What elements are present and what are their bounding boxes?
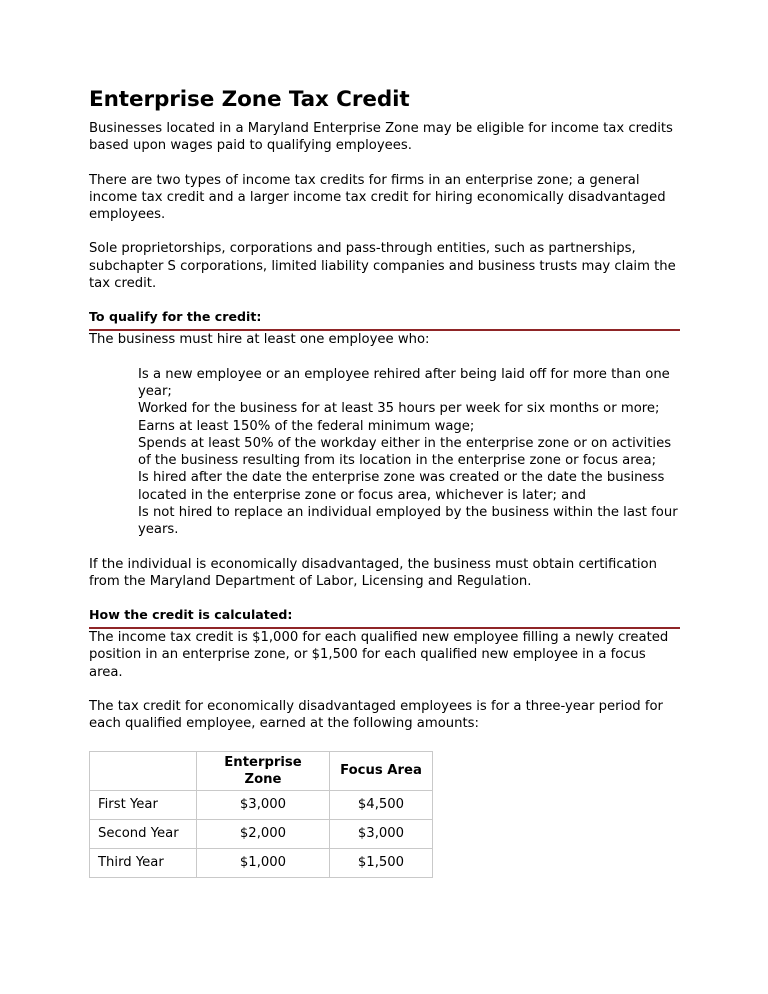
intro-paragraph-3: Sole proprietorships, corporations and pass-through entities, such as partnerships, subchapter S corporations, limited liability companies and business trusts may claim the tax credit. [89, 241, 676, 292]
qualify-lead-text: The business must hire at least one employee who: [89, 332, 430, 348]
table-row [90, 819, 433, 848]
section-heading-calculation: How the credit is calculated: [89, 607, 293, 623]
list-item: Is hired after the date the enterprise zone was created or the date the business located in the enterprise zone or focus area, whichever is later; and [138, 470, 665, 503]
section-calculation [89, 607, 680, 877]
intro-paragraph-1: Businesses located in a Maryland Enterprise Zone may be eligible for income tax credits based upon wages paid to qualifying employees. [89, 120, 673, 154]
table-cell-enterprise-zone: $2,000 [197, 819, 330, 848]
list-item: Is a new employee or an employee rehired after being laid off for more than one year; [138, 366, 670, 399]
table-header-row [90, 751, 433, 790]
table-cell-row-label: Second Year [90, 819, 197, 848]
page-title: Enterprise Zone Tax Credit [89, 87, 410, 112]
spacer [89, 539, 680, 556]
section-qualify [89, 309, 680, 590]
table-header-focus-area: Focus Area [330, 751, 433, 790]
table-cell-row-label: Third Year [90, 848, 197, 877]
list-item: Spends at least 50% of the workday either in the enterprise zone or on activities of the business resulting from its location in the enterprise zone or focus area; [138, 435, 672, 469]
table-cell-focus-area: $4,500 [330, 790, 433, 819]
table-cell-focus-area: $1,500 [330, 848, 433, 877]
calculation-paragraph-1: The income tax credit is $1,000 for each qualified new employee filling a newly created position in an enterprise zone, or $1,500 for each qualified new employee in a focus area. [89, 630, 669, 680]
table-row [90, 848, 433, 877]
intro-paragraph-2: There are two types of income tax credits for firms in an enterprise zone; a general income tax credit and a larger income tax credit for hiring economically disadvantaged employees. [89, 172, 666, 223]
qualify-closing-paragraph: If the individual is economically disadvantaged, the business must obtain certification from the Maryland Department of Labor, Licensing and Regulation. [89, 556, 657, 589]
table-cell-enterprise-zone: $3,000 [197, 790, 330, 819]
list-item: Earns at least 150% of the federal minimum wage; [138, 418, 475, 434]
table-cell-enterprise-zone: $1,000 [197, 848, 330, 877]
table-cell-row-label: First Year [90, 790, 197, 819]
calculation-paragraph-2: The tax credit for economically disadvantaged employees is for a three-year period for each qualified employee, earned at the following amounts: [89, 699, 663, 732]
table-header-blank [90, 751, 197, 790]
table-row [90, 790, 433, 819]
list-item: Is not hired to replace an individual employed by the business within the last four years. [138, 504, 678, 538]
credit-amounts-table [89, 751, 433, 878]
table-body [90, 790, 433, 877]
table-header-enterprise-zone: Enterprise Zone [197, 751, 330, 790]
section-heading-qualify: To qualify for the credit: [89, 309, 262, 325]
requirements-list [138, 366, 680, 539]
list-item: Worked for the business for at least 35 hours per week for six months or more; [138, 401, 660, 417]
table-header [90, 751, 433, 790]
table-cell-focus-area: $3,000 [330, 819, 433, 848]
